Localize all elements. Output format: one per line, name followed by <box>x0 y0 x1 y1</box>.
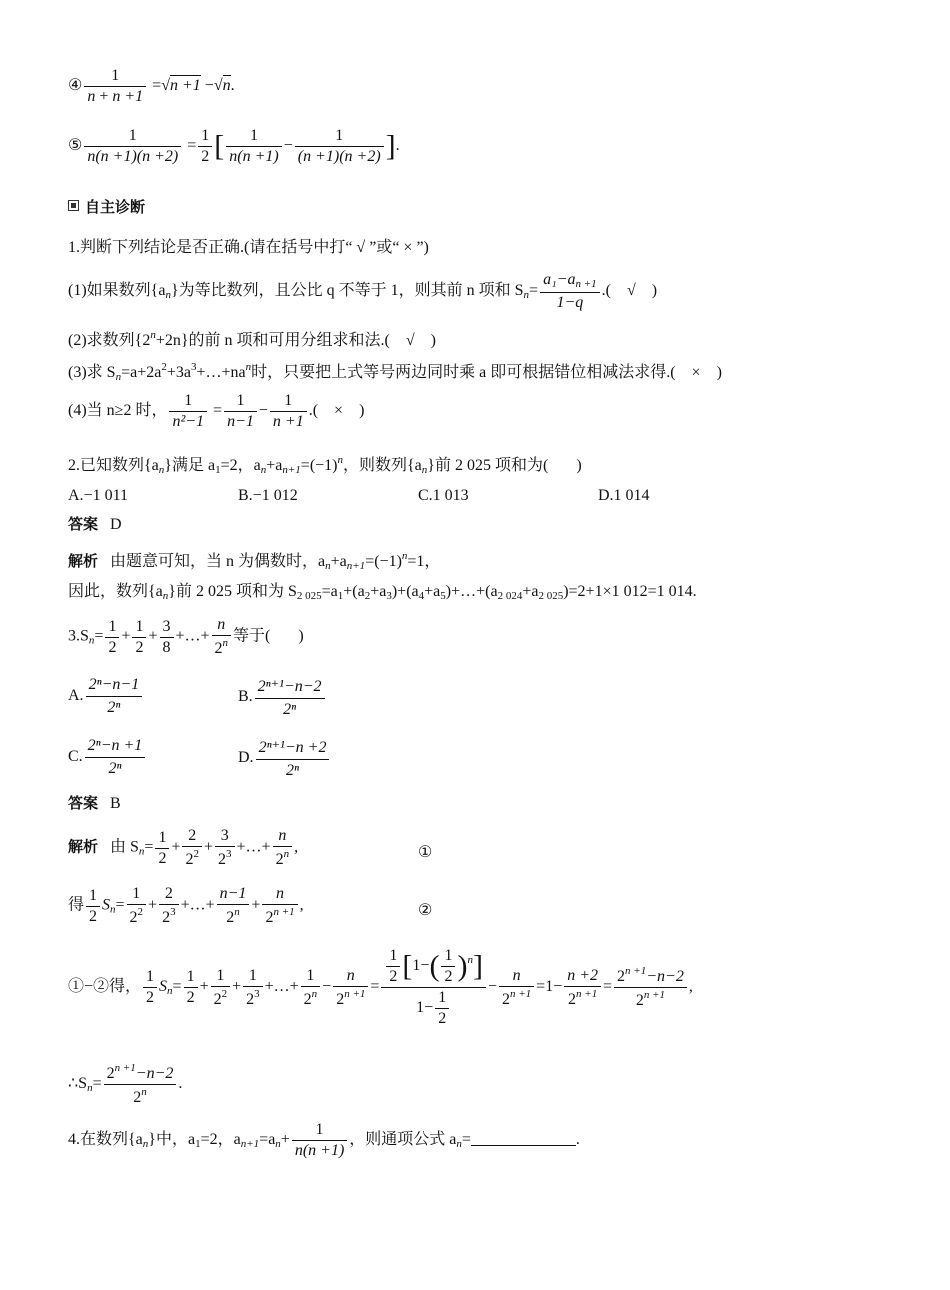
q3-option-d: D. $\frac{\text{2ⁿ⁺¹−n +2}}{\text{2ⁿ}}$ <box>238 737 331 780</box>
q3-option-c: C. $\frac{\text{2ⁿ−n +1}}{\text{2ⁿ}}$ <box>68 737 147 778</box>
q3-option-b: B. $\frac{\text{2ⁿ⁺¹−n−2}}{\text{2ⁿ}}$ <box>238 676 327 719</box>
q2-stem: 2.已知数列$\{a_n\}$满足 $a_1=2$，$a_n+a_{n+1}=(-1)^n$，则数列$\{a_n\}$前 2 025 项和为( ) <box>68 454 582 476</box>
q2-analysis-1: 解析 由题意可知，当 n 为偶数时，$a_n+a_{n+1}=(-1)^n=1$， <box>68 550 441 572</box>
answer-blank[interactable] <box>471 1131 576 1146</box>
q2-option-a: A.−1 011 <box>68 487 128 504</box>
q1-stem: 1.判断下列结论是否正确.(请在括号中打“ √ ”或“ × ”) <box>68 239 429 256</box>
q3-option-a: A. $\frac{\text{2ⁿ−n−1}}{\text{2ⁿ}}$ <box>68 676 144 717</box>
q2-option-c: C.1 013 <box>418 487 469 504</box>
q1-p3: (3)求 $S_n=a+2a^2+3a^3+\dots+na^n$时，只要把上式等号两边同时乘 a 即可根据错位相减法求得.( × ) <box>68 361 722 383</box>
square-bullet-icon <box>68 200 79 211</box>
q3-analysis-1: 解析 由 $S_n=$ $\frac{1}{2}$ + $\frac{2}{2^2}$ + $\frac{3}{2^3}$ +…+ $\frac{n}{2^n}$ , <box>68 827 299 868</box>
q2-analysis-2: 因此，数列$\{a_n\}$前 2 025 项和为 $S_{2 025}=a_1+(a_2+a_3)+(a_4+a_5)+\dots+(a_{2 024}+a_{2 025})=2+1\times 1$ 012=1 014. <box>68 583 697 602</box>
q1-p1: (1)如果数列$\{a_n\}$为等比数列，且公比 q 不等于 1，则其前 n 项和 $S_n=$ $\frac{a_1-a_{n +1}}{1-q}$ .( √ ) <box>68 271 658 311</box>
q3-answer: 答案 B <box>68 794 121 812</box>
q1-p4: (4)当 n≥2 时， $\frac{1}{\text{n²−1}}$ = $\frac{1}{n-1}$ − $\frac{1}{n +1}$ .( × ) <box>68 392 365 430</box>
formula-4: ④ $\frac{1}{n + n +1}$ =√n +1 −√n. <box>68 67 235 105</box>
formula-5: ⑤ $\frac{1}{n(n +1)(n +2)}$ = $\frac{1}{2}$ [ $\frac{1}{n(n +1)}$ − $\frac{1}{(n +1)(n +2)}$ ]. <box>68 127 400 165</box>
circle-marker-2: ② <box>418 902 433 919</box>
q2-option-d: D.1 014 <box>598 487 650 504</box>
circle-marker-1: ① <box>418 844 433 861</box>
q4-stem: 4.在数列$\{a_n\}$中，$a_1=2$，$a_{n+1}=a_n+$ $\frac{1}{n(n +1)}$ ，则通项公式 $a_n=$ . <box>68 1121 580 1159</box>
section-title: 自主诊断 <box>68 200 145 216</box>
q3-analysis-4: $\therefore S_n=$ $\frac{2^{n +1}-n-2}{2^n}$ . <box>68 1062 183 1106</box>
q1-p2: (2)求数列$\{2^n+2n\}$的前 n 项和可用分组求和法.( √ ) <box>68 329 436 349</box>
q3-analysis-3: ①−②得， $\frac{1}{2}$ $S_n=$ $\frac{1}{2}$ + $\frac{1}{2^2}$ + $\frac{1}{2^3}$ +…+ $\frac{1}{2^n}$ − $\frac{n}{2^{n +1}}$ = $\frac{1}{2}$ [1−( $\frac{1}{2}$ )$^n$] 1− $\frac{1}{2}$ − $\frac{n}{2^{n +1}}$ =1− $\frac{n +2}{2^{n +1}}$ = $\frac{2^{n +1}-n-2}{2^{n +1}}$ , <box>68 947 693 1027</box>
q2-answer: 答案 D <box>68 515 122 533</box>
q3-stem: $3.S_n=$ $\frac{1}{2}$ + $\frac{1}{2}$ + $\frac{3}{8}$ +…+ $\frac{n}{2^n}$ 等于( ) <box>68 616 304 657</box>
q2-option-b: B.−1 012 <box>238 487 298 504</box>
q3-analysis-2: 得 $\frac{1}{2}$ $S_n=$ $\frac{1}{2^2}$ + $\frac{2}{2^3}$ +…+ $\frac{n-1}{2^n}$ + $\frac{n}{2^{n +1}}$ , <box>68 885 304 926</box>
